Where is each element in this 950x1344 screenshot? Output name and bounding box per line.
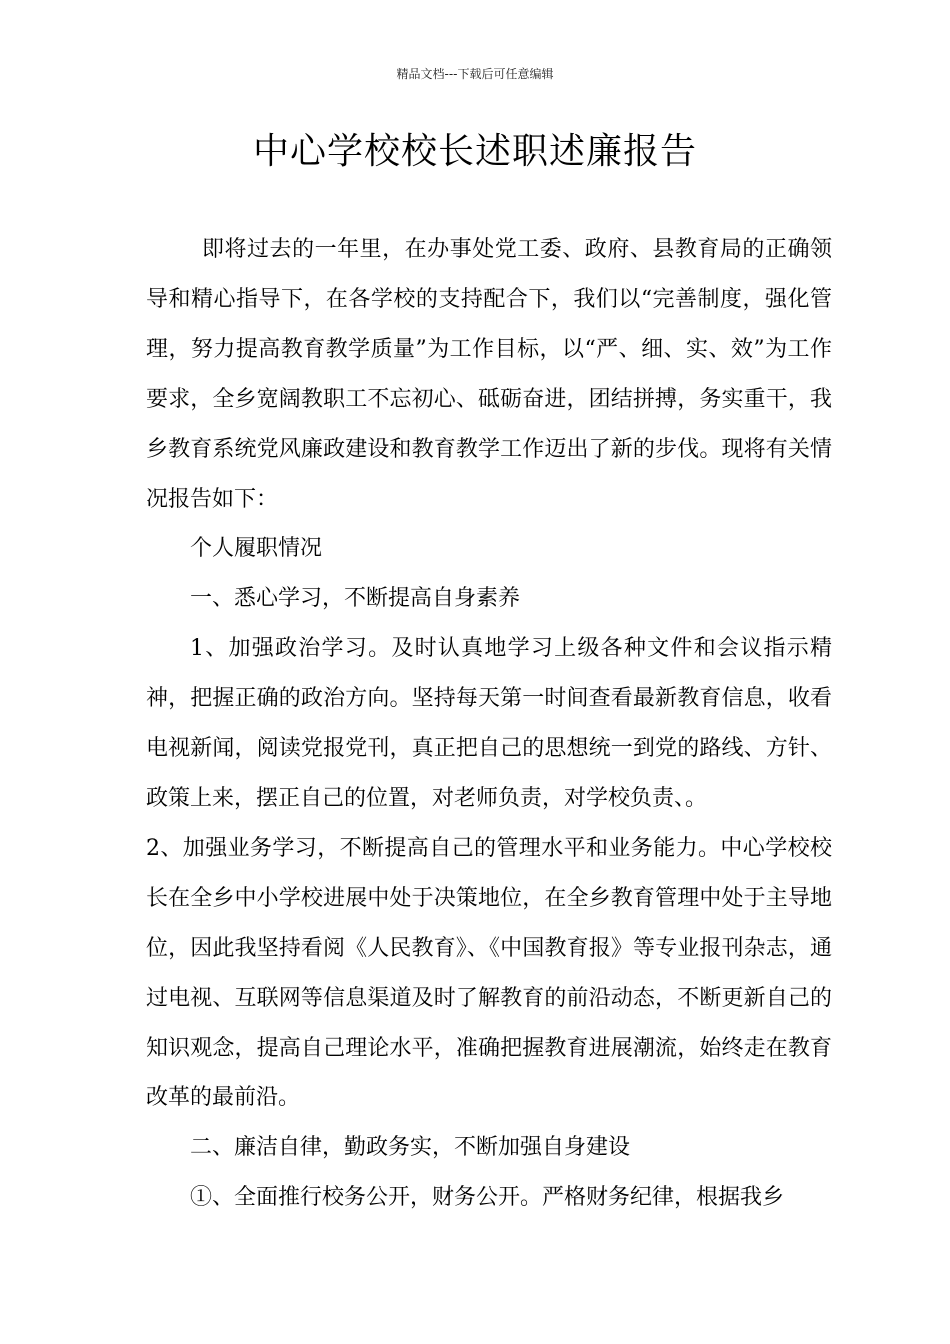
header-note: 精品文档---下载后可任意编辑 — [396, 67, 554, 81]
section-heading-1: 一、悉心学习，不断提高自身素养 — [190, 586, 521, 612]
document-body — [146, 225, 832, 1223]
section-heading-personal-duties: 个人履职情况 — [190, 536, 323, 562]
paragraph-political-study: 1、加强政治学习。及时认真地学习上级各种文件和会议指示精神，把握正确的政治方向。坚持每天第一时间查看最新教育信息，收看电视新闻，阅读党报党刊，真正把自己的思想统一到党的路线、方针、政策上来，摆正自己的位置，对老师负责，对学校负责、。 — [146, 636, 832, 811]
paragraph-business-study: 2、加强业务学习，不断提高自己的管理水平和业务能力。中心学校校长在全乡中小学校进展中处于决策地位，在全乡教育管理中处于主导地位，因此我坚持看阅《人民教育》、《中国教育报》等专业报刊杂志，通过电视、互联网等信息渠道及时了解教育的前沿动态，不断更新自己的知识观念，提高自己理论水平，准确把握教育进展潮流，始终走在教育改革的最前沿。 — [146, 835, 832, 1111]
section-heading-2: 二、廉洁自律，勤政务实，不断加强自身建设 — [190, 1135, 631, 1161]
document-title: 中心学校校长述职述廉报告 — [252, 131, 697, 172]
paragraph-intro: 即将过去的一年里，在办事处党工委、政府、县教育局的正确领导和精心指导下，在各学校的支持配合下，我们以“完善制度，强化管理，努力提高教育教学质量”为工作目标，以“严、细、实、效”为工作要求，全乡宽阔教职工不忘初心、砥砺奋进，团结拼搏，务实重干，我乡教育系统党风廉政建设和教育教学工作迈出了新的步伐。现将有关情况报告如下： — [146, 237, 832, 512]
paragraph-transparency: ①、全面推行校务公开，财务公开。严格财务纪律，根据我乡 — [190, 1185, 785, 1211]
